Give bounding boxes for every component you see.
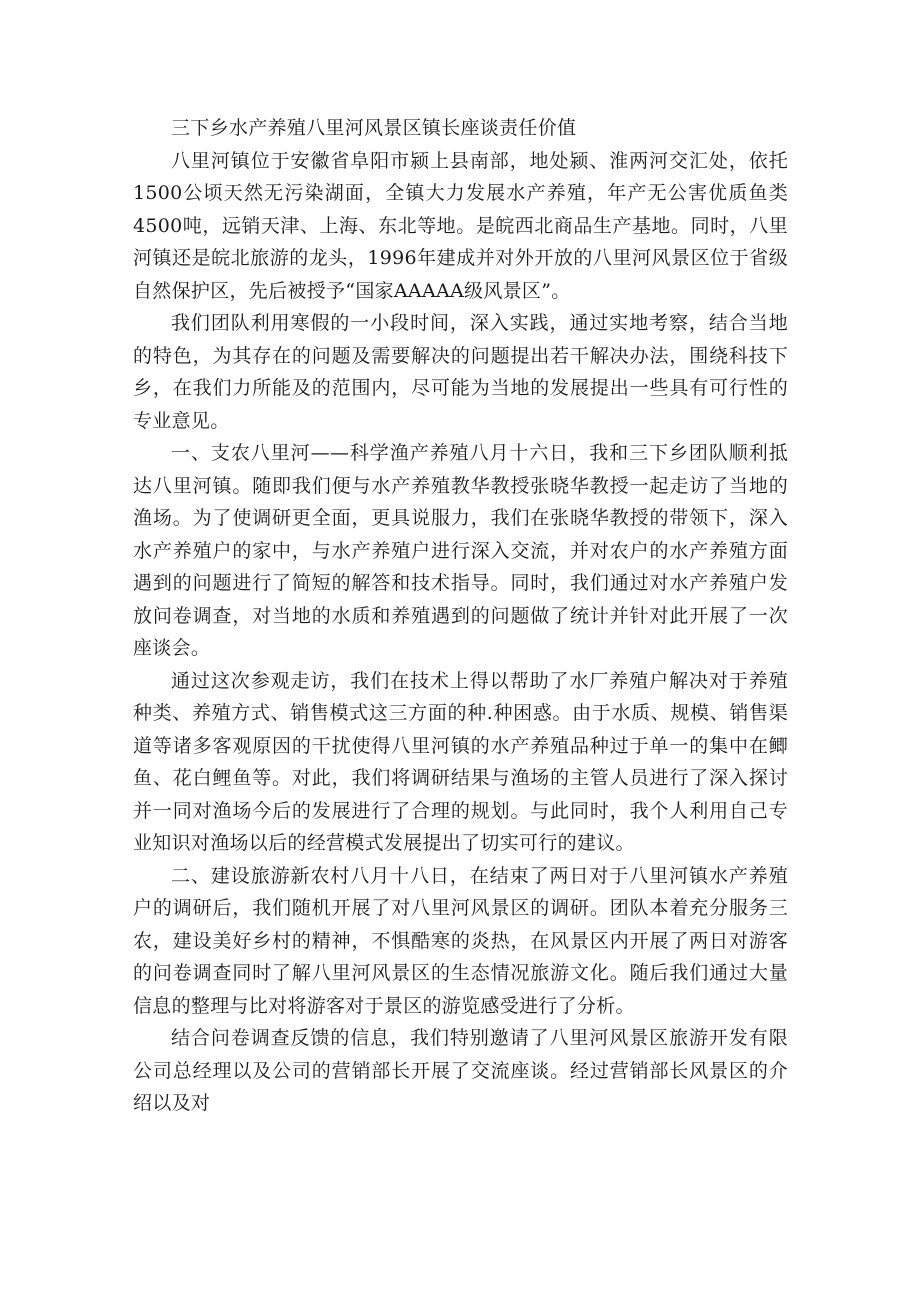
document-title: 三下乡水产养殖八里河风景区镇长座谈责任价值 xyxy=(171,117,577,139)
paragraph-location: 八里河镇位于安徽省阜阳市颍上县南部，地处颍、淮两河交汇处，依托1500公顷天然无污染湖面，全镇大力发展水产养殖，年产无公害优质鱼类4500吨，远销天津、上海、东北等地。是皖西北商品生产基地。同时，八里河镇还是皖北旅游的龙头，1996年建成并对外开放的八里河风景区位于省级自然保护区，先后被授予“国家AAAAA级风景区”。 xyxy=(133,149,788,302)
paragraph-visit-results: 通过这次参观走访，我们在技术上得以帮助了水厂养殖户解决对于养殖种类、养殖方式、销售模式这三方面的种.种困惑。由于水质、规模、销售渠道等诸多客观原因的干扰使得八里河镇的水产养殖品种过于单一的集中在鲫鱼、花白鲤鱼等。对此，我们将调研结果与渔场的主管人员进行了深入探讨并一同对渔场今后的发展进行了合理的规划。与此同时，我个人利用自己专业知识对渔场以后的经营模式发展提出了切实可行的建议。 xyxy=(133,669,788,854)
paragraph-team-purpose: 我们团队利用寒假的一小段时间，深入实践，通过实地考察，结合当地的特色，为其存在的问题及需要解决的问题提出若干解决办法，围绕科技下乡，在我们力所能及的范围内，尽可能为当地的发展提出一些具有可行性的专业意见。 xyxy=(133,312,788,432)
document-body xyxy=(133,112,788,1120)
paragraph-survey-feedback: 结合问卷调查反馈的信息，我们特别邀请了八里河风景区旅游开发有限公司总经理以及公司的营销部长开展了交流座谈。经过营销部长风景区的介绍以及对 xyxy=(133,1027,788,1114)
paragraph-section-two: 二、建设旅游新农村八月十八日，在结束了两日对于八里河镇水产养殖户的调研后，我们随机开展了对八里河风景区的调研。团队本着充分服务三农，建设美好乡村的精神，不惧酷寒的炎热，在风景区内开展了两日对游客的问卷调查同时了解八里河风景区的生态情况旅游文化。随后我们通过大量信息的整理与比对将游客对于景区的游览感受进行了分析。 xyxy=(133,864,788,1017)
paragraph-section-one: 一、支农八里河——科学渔产养殖八月十六日，我和三下乡团队顺利抵达八里河镇。随即我们便与水产养殖教华教授张晓华教授一起走访了当地的渔场。为了使调研更全面，更具说服力，我们在张晓华教授的带领下，深入水产养殖户的家中，与水产养殖户进行深入交流，并对农户的水产养殖方面遇到的问题进行了简短的解答和技术指导。同时，我们通过对水产养殖户发放问卷调查，对当地的水质和养殖遇到的问题做了统计并针对此开展了一次座谈会。 xyxy=(133,442,788,659)
